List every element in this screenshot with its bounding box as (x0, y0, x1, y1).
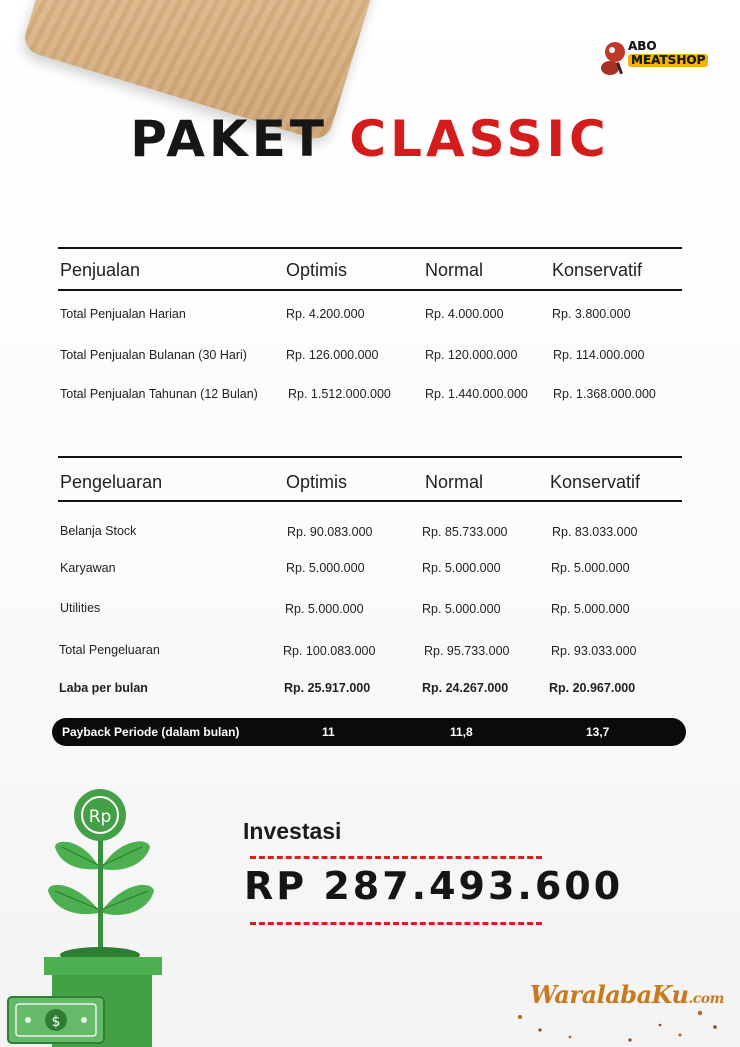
cell-optimis: Rp. 5.000.000 (285, 602, 364, 616)
row-label: Utilities (60, 601, 101, 615)
cell-konservatif: Rp. 93.033.000 (551, 644, 637, 658)
cell-optimis: Rp. 126.000.000 (286, 348, 379, 362)
brand-main: Waralaba (530, 980, 652, 1009)
row-label: Total Penjualan Harian (60, 307, 186, 321)
logo-line1: ABO (628, 39, 657, 53)
row-label: Laba per bulan (59, 681, 148, 695)
page-title (0, 110, 740, 168)
cell-normal: Rp. 24.267.000 (422, 681, 509, 695)
cell-optimis: Rp. 4.200.000 (286, 307, 365, 321)
dashed-line-top (250, 856, 542, 859)
column-header: Penjualan (60, 260, 141, 280)
row-label: Karyawan (60, 561, 116, 575)
investasi-amount: RP 287.493.600 (244, 864, 624, 908)
title-part1: PAKET (130, 110, 328, 168)
brand-suffix: .com (688, 991, 724, 1007)
logo-text (628, 40, 708, 67)
table-top-rule (58, 456, 682, 458)
coin-symbol: Rp (88, 807, 112, 827)
cell-optimis: Rp. 25.917.000 (284, 681, 371, 695)
cell-konservatif: Rp. 83.033.000 (552, 525, 638, 539)
row-label: Total Penjualan Tahunan (12 Bulan) (60, 387, 258, 401)
cell-konservatif: Rp. 1.368.000.000 (553, 387, 656, 401)
column-header: Optimis (286, 472, 348, 492)
cell-normal: Rp. 120.000.000 (425, 348, 518, 362)
cell-konservatif: Rp. 5.000.000 (551, 561, 630, 575)
row-label: Total Pengeluaran (59, 643, 160, 657)
row-label: Belanja Stock (60, 524, 137, 538)
table-top-rule (58, 247, 682, 249)
column-header: Optimis (286, 260, 348, 280)
payback-bar (52, 718, 686, 746)
title-part2: CLASSIC (349, 110, 610, 168)
column-header: Pengeluaran (60, 472, 163, 492)
cell-konservatif: Rp. 20.967.000 (549, 681, 636, 695)
column-header: Normal (425, 260, 484, 280)
row-label: Total Penjualan Bulanan (30 Hari) (60, 348, 247, 362)
payback-optimis: 11 (322, 725, 335, 739)
cell-normal: Rp. 5.000.000 (422, 602, 501, 616)
cell-normal: Rp. 95.733.000 (424, 644, 510, 658)
cell-konservatif: Rp. 114.000.000 (553, 348, 645, 362)
brand-logo (600, 36, 710, 82)
logo-line2: MEATSHOP (628, 54, 708, 67)
payback-konservatif: 13,7 (586, 725, 610, 739)
cell-optimis: Rp. 5.000.000 (286, 561, 365, 575)
column-header: Konservatif (550, 472, 641, 492)
cell-normal: Rp. 1.440.000.000 (425, 387, 528, 401)
crumb-decoration (510, 985, 730, 1045)
money-plant-illustration (0, 777, 200, 1047)
coin-rupiah-icon (74, 789, 126, 841)
bill-symbol: $ (51, 1014, 61, 1030)
meat-logo-icon (600, 38, 630, 78)
cell-normal: Rp. 4.000.000 (425, 307, 504, 321)
cell-normal: Rp. 85.733.000 (422, 525, 508, 539)
cell-optimis: Rp. 90.083.000 (287, 525, 373, 539)
pengeluaran-table (58, 456, 682, 706)
investasi-label: Investasi (243, 818, 342, 844)
brand-accent: Ku (651, 980, 689, 1009)
cell-optimis: Rp. 1.512.000.000 (288, 387, 391, 401)
money-bill-icon (8, 997, 104, 1043)
table-header-rule (58, 500, 682, 502)
payback-normal: 11,8 (450, 725, 473, 739)
penjualan-table (58, 247, 682, 417)
payback-label: Payback Periode (dalam bulan) (62, 725, 240, 739)
dashed-line-bottom (250, 922, 542, 925)
cell-konservatif: Rp. 3.800.000 (552, 307, 631, 321)
column-header: Konservatif (552, 260, 643, 280)
cell-normal: Rp. 5.000.000 (422, 561, 501, 575)
column-header: Normal (425, 472, 484, 492)
cell-optimis: Rp. 100.083.000 (283, 644, 376, 658)
cell-konservatif: Rp. 5.000.000 (551, 602, 630, 616)
table-header-rule (58, 289, 682, 291)
